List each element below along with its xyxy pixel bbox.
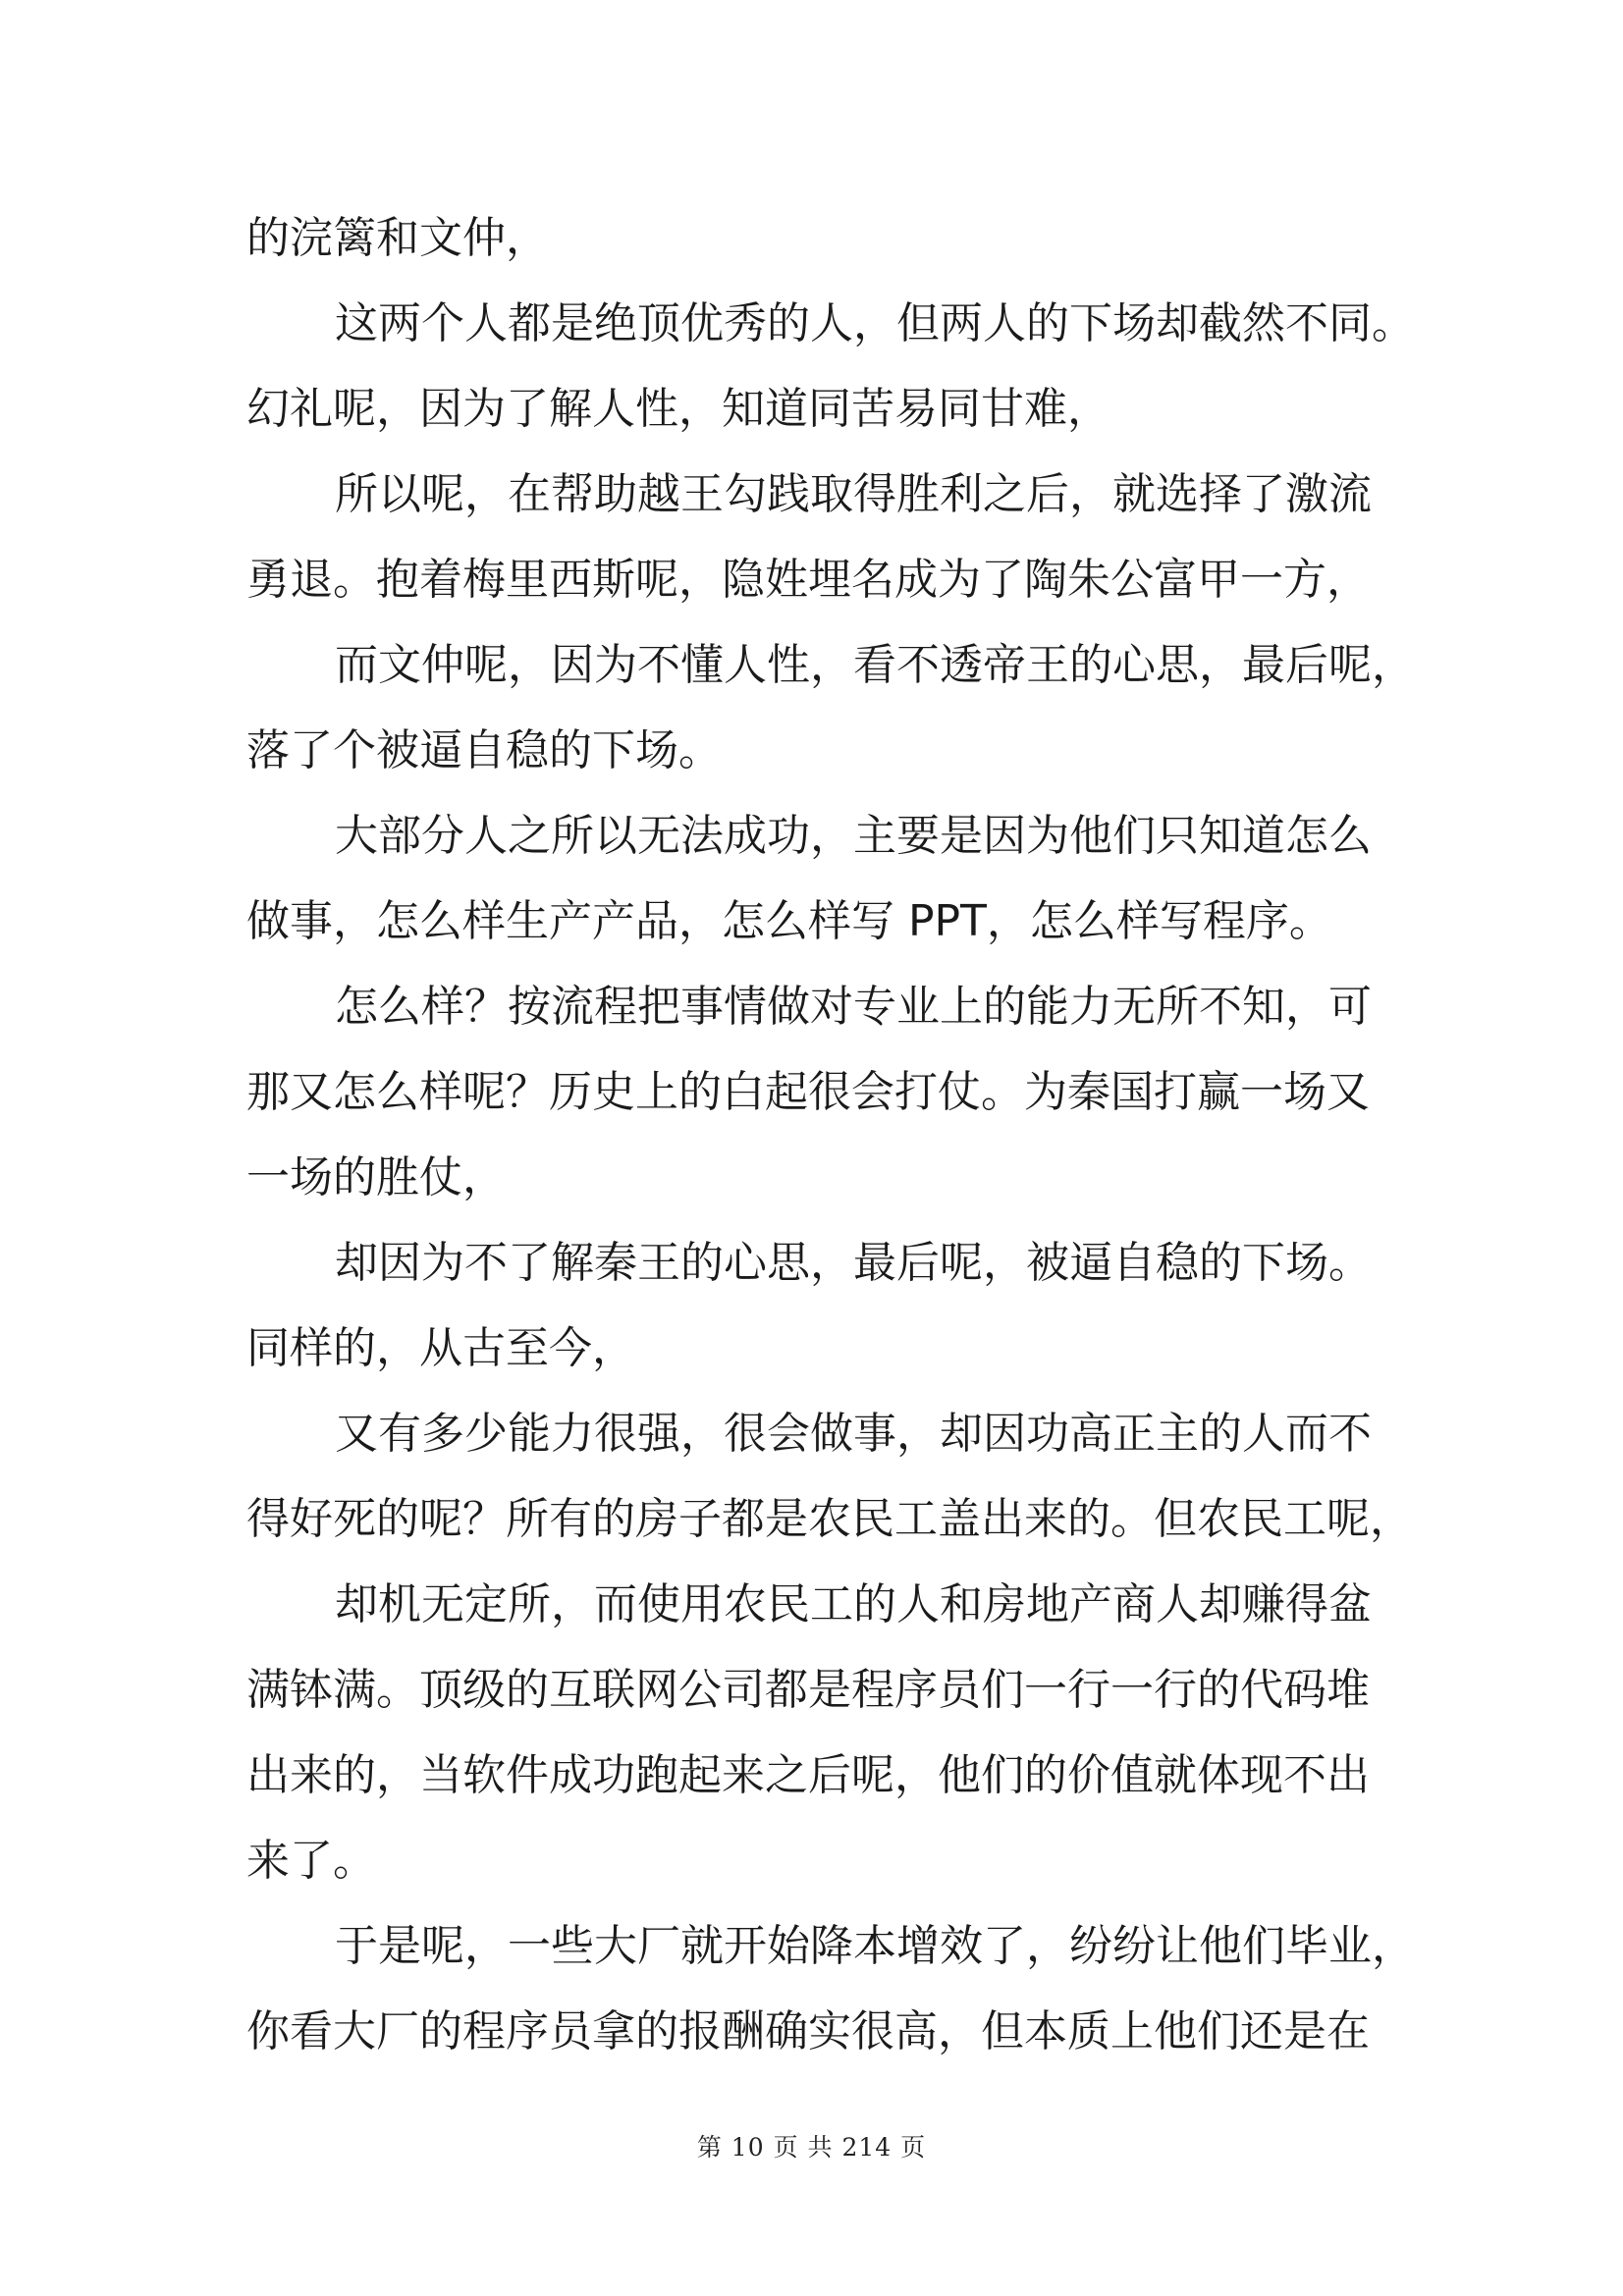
page-footer: 第 10 页 共 214 页 xyxy=(696,2133,927,2162)
text-line: 一场的胜仗， xyxy=(246,1152,506,1202)
text-line: 满钵满。顶级的互联网公司都是程序员们一行一行的代码堆 xyxy=(246,1665,1370,1715)
text-line: 出来的，当软件成功跑起来之后呢，他们的价值就体现不出 xyxy=(246,1750,1370,1800)
text-line: 又有多少能力很强，很会做事，却因功高正主的人而不 xyxy=(335,1409,1372,1459)
text-line: 勇退。抱着梅里西斯呢，隐姓埋名成为了陶朱公富甲一方， xyxy=(246,555,1370,605)
text-line: 却因为不了解秦王的心思，最后呢，被逼自稳的下场。 xyxy=(335,1238,1372,1288)
text-line: 你看大厂的程序员拿的报酬确实很高，但本质上他们还是在 xyxy=(246,2006,1370,2056)
text-line: 落了个被逼自稳的下场。 xyxy=(246,725,722,775)
text-line: 同样的，从古至今， xyxy=(246,1323,635,1373)
text-line: 这两个人都是绝顶优秀的人，但两人的下场却截然不同。 xyxy=(335,298,1415,348)
text-line: 幻礼呢，因为了解人性，知道同苦易同甘难， xyxy=(246,384,1110,434)
text-line: 于是呢，一些大厂就开始降本增效了，纷纷让他们毕业， xyxy=(335,1921,1415,1971)
text-line: 怎么样？按流程把事情做对专业上的能力无所不知，可 xyxy=(335,982,1372,1032)
text-line: 大部分人之所以无法成功，主要是因为他们只知道怎么 xyxy=(335,811,1372,861)
text-line: 所以呢，在帮助越王勾践取得胜利之后，就选择了激流 xyxy=(335,469,1372,519)
text-line: 的浣篱和文仲， xyxy=(246,213,549,263)
body-text xyxy=(246,206,1425,2085)
text-line: 而文仲呢，因为不懂人性，看不透帝王的心思，最后呢， xyxy=(335,640,1415,690)
text-line: 来了。 xyxy=(246,1836,376,1886)
text-line: 做事，怎么样生产产品，怎么样写 PPT，怎么样写程序。 xyxy=(246,896,1332,946)
text-line: 得好死的呢？所有的房子都是农民工盖出来的。但农民工呢， xyxy=(246,1494,1413,1544)
text-line: 却机无定所，而使用农民工的人和房地产商人却赚得盆 xyxy=(335,1579,1372,1629)
text-line: 那又怎么样呢？历史上的白起很会打仗。为秦国打赢一场又 xyxy=(246,1067,1370,1117)
